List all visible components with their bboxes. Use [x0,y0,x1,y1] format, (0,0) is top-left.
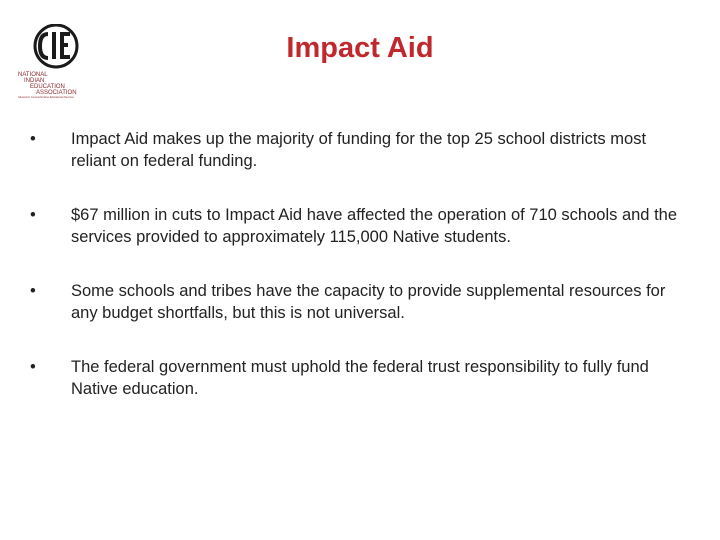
logo-tagline: Advancing Comprehensive Educational Success [18,96,74,98]
bullet-item [30,280,690,324]
logo-line-2: INDIAN [24,78,45,84]
bullet-text: Some schools and tribes have the capacity to provide supplemental resources for any budget shortfalls, but this is not universal. [71,282,666,322]
bullet-text: $67 million in cuts to Impact Aid have affected the operation of 710 schools and the services provided to approximately 115,000 Native students. [71,206,678,246]
logo-line-4: ASSOCIATION [36,90,77,96]
bullet-icon: • [30,130,36,148]
bullet-list [30,128,690,432]
bullet-icon: • [30,282,36,300]
bullet-item [30,128,690,172]
bullet-item [30,356,690,400]
logo-line-1: NATIONAL [18,72,48,78]
slide-title: Impact Aid [286,32,434,64]
logo-line-3: EDUCATION [30,84,65,90]
bullet-text: The federal government must uphold the federal trust responsibility to fully fund Native education. [71,358,649,398]
bullet-icon: • [30,206,36,224]
bullet-item [30,204,690,248]
bullet-text: Impact Aid makes up the majority of funding for the top 25 school districts most reliant on federal funding. [71,130,647,170]
bullet-icon: • [30,358,36,376]
